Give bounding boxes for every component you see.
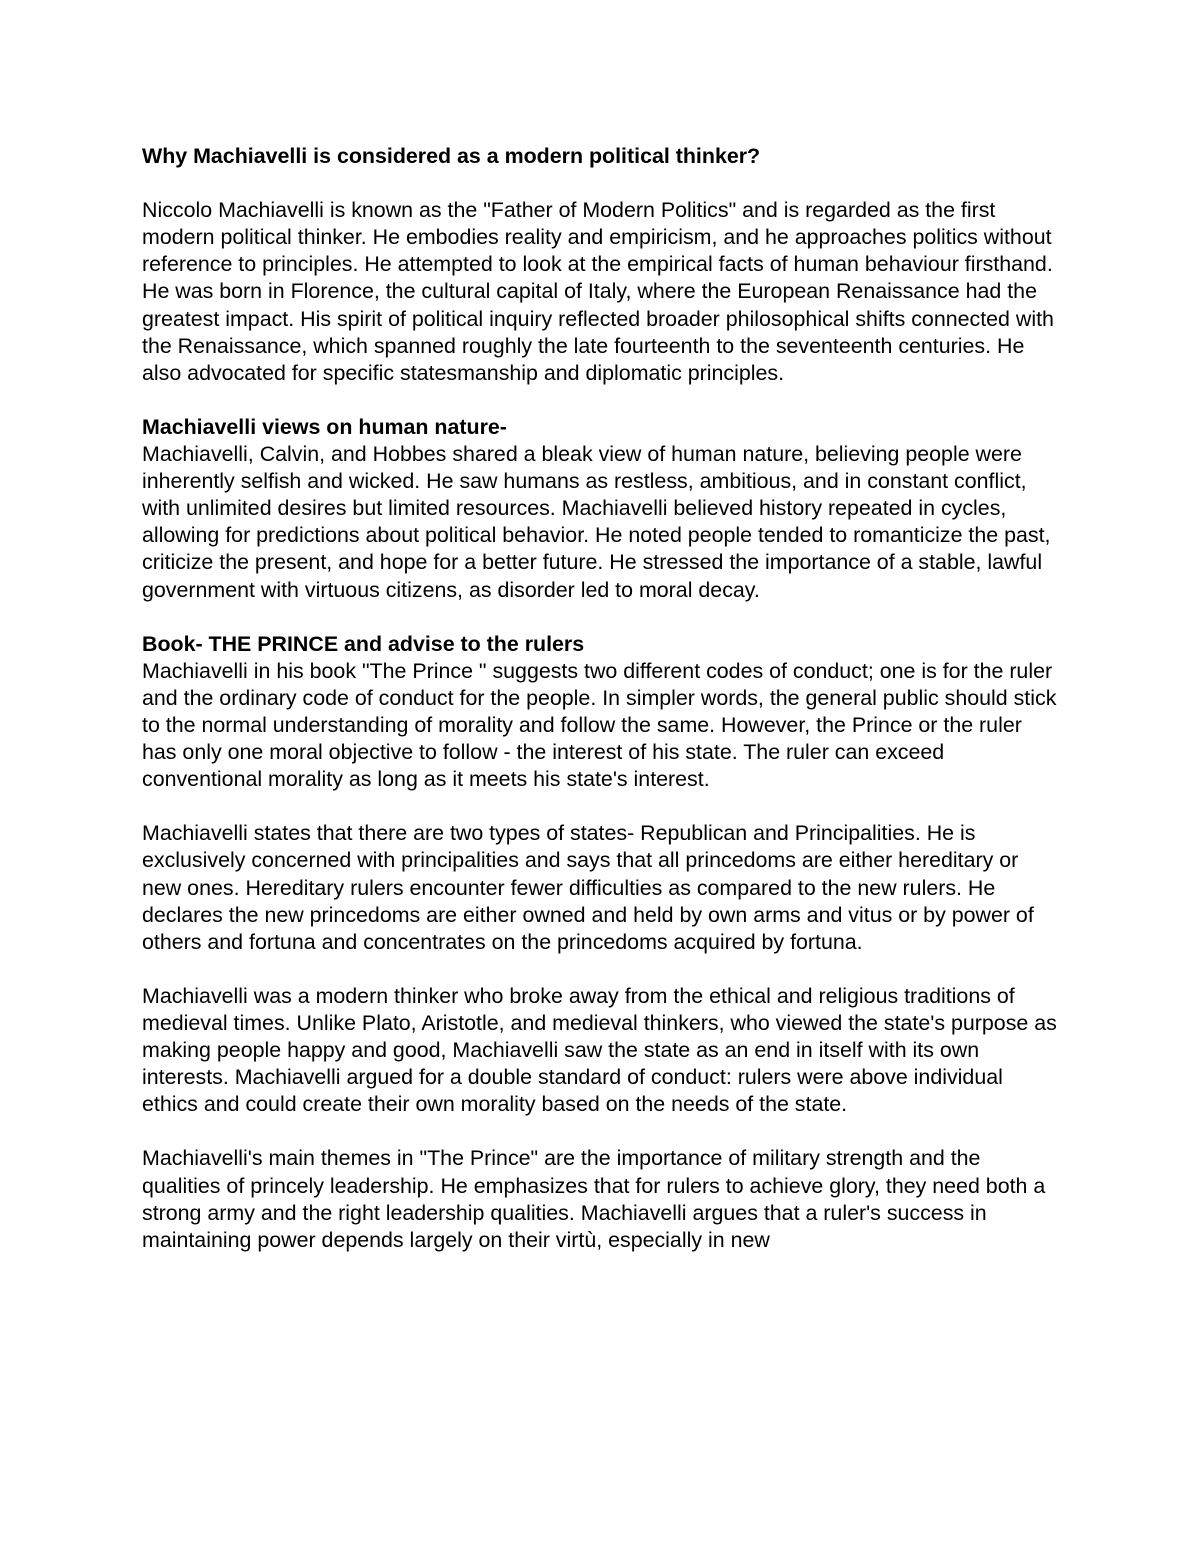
states-paragraph: Machiavelli states that there are two types of states- Republican and Principalities. He is exclusively concerned with principalities and says that all princedoms are either hereditary or new ones. Hereditary rulers encounter fewer difficulties as compared to the new rulers. He declares the new princedoms are either owned and held by own arms and vitus or by power of others and fortuna and concentrates on the princedoms acquired by fortuna. [142, 821, 1034, 954]
main-themes-paragraph: Machiavelli's main themes in "The Prince" are the importance of military strength and the qualities of princely leadership. He emphasizes that for rulers to achieve glory, they need both a strong army and the right leadership qualities. Machiavelli argues that a ruler's success in maintaining power depends largely on their virtù, especially in new [142, 1146, 1046, 1252]
spacer [142, 956, 1062, 983]
the-prince-paragraph: Machiavelli in his book "The Prince " suggests two different codes of conduct; one is for the ruler and the ordinary code of conduct for the people. In simpler words, the general public should stick to the normal understanding of morality and follow the same. However, the Prince or the ruler has only one moral objective to follow - the interest of his state. The ruler can exceed conventional morality as long as it meets his state's interest. [142, 658, 1057, 792]
spacer [142, 1118, 1062, 1145]
spacer [142, 793, 1062, 820]
document-title: Why Machiavelli is considered as a modern political thinker? [142, 144, 761, 168]
document-page [142, 143, 1062, 1254]
section-heading-the-prince: Book- THE PRINCE and advise to the rulers [142, 631, 585, 656]
modern-thinker-paragraph: Machiavelli was a modern thinker who broke away from the ethical and religious traditions of medieval times. Unlike Plato, Aristotle, and medieval thinkers, who viewed the state's purpose as making people happy and good, Machiavelli saw the state as an end in itself with its own interests. Machiavelli argued for a double standard of conduct: rulers were above individual ethics and could create their own morality based on the needs of the state. [142, 983, 1057, 1117]
human-nature-paragraph: Machiavelli, Calvin, and Hobbes shared a bleak view of human nature, believing people were inherently selfish and wicked. He saw humans as restless, ambitious, and in constant conflict, with unlimited desires but limited resources. Machiavelli believed history repeated in cycles, allowing for predictions about political behavior. He noted people tended to romanticize the past, criticize the present, and hope for a better future. He stressed the importance of a stable, lawful government with virtuous citizens, as disorder led to moral decay. [142, 442, 1051, 602]
spacer [142, 170, 1062, 197]
intro-paragraph: Niccolo Machiavelli is known as the "Father of Modern Politics" and is regarded as the first modern political thinker. He embodies reality and empiricism, and he approaches politics without reference to principles. He attempted to look at the empirical facts of human behaviour firsthand. He was born in Florence, the cultural capital of Italy, where the European Renaissance had the greatest impact. His spirit of political inquiry reflected broader philosophical shifts connected with the Renaissance, which spanned roughly the late fourteenth to the seventeenth centuries. He also advocated for specific statesmanship and diplomatic principles. [142, 198, 1054, 385]
spacer [142, 604, 1062, 631]
section-heading-human-nature: Machiavelli views on human nature- [142, 414, 507, 439]
spacer [142, 387, 1062, 414]
